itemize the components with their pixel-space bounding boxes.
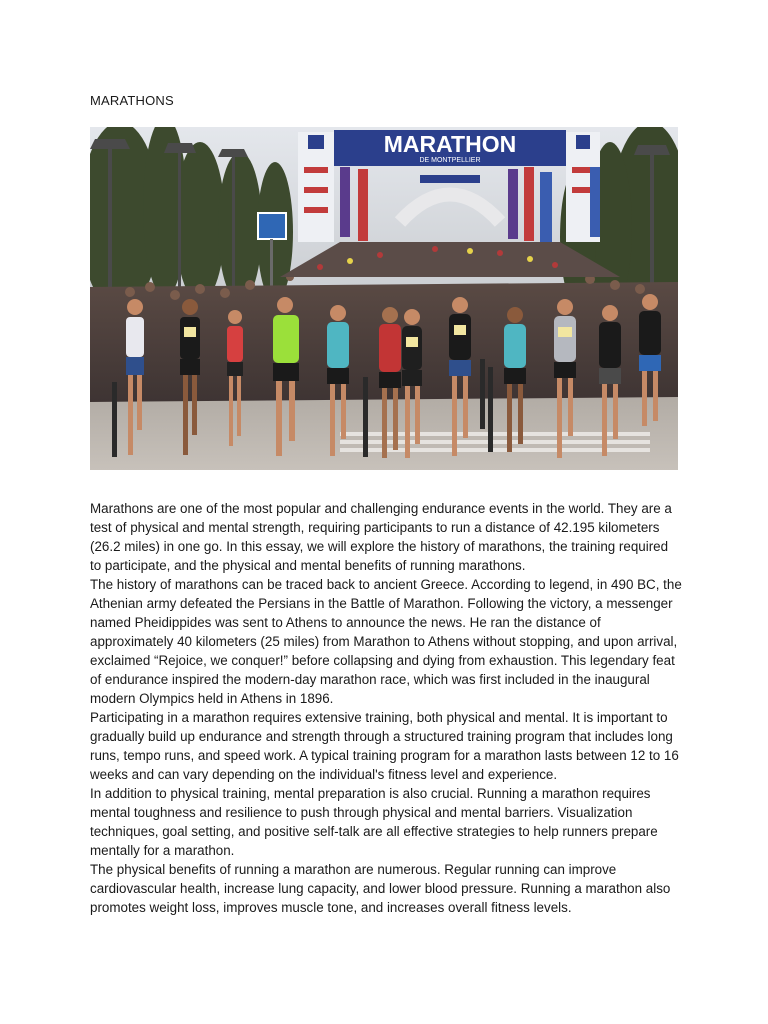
marathon-photo <box>90 127 678 470</box>
paragraph-intro: Marathons are one of the most popular and challenging endurance events in the world. They are a test of physical and mental strength, requiring participants to run a distance of 42.195 kilometers (26.2 miles) in one go. In this essay, we will explore the history of marathons, the training required to participate, and the physical and mental benefits of running marathons. <box>90 501 672 573</box>
marathon-photo-illustration <box>90 127 678 470</box>
essay-body <box>90 499 682 917</box>
paragraph-history: The history of marathons can be traced back to ancient Greece. According to legend, in 490 BC, the Athenian army defeated the Persians in the Battle of Marathon. Following the victory, a messenger named Pheidippides was sent to Athens to announce the news. He ran the distance of approximately 40 kilometers (25 miles) from Marathon to Athens without stopping, and upon arrival, exclaimed “Rejoice, we conquer!” before collapsing and dying from exhaustion. This legendary feat of endurance inspired the modern-day marathon race, which was first included in the inaugural modern Olympics held in Athens in 1896. <box>90 577 682 706</box>
banner-text: MARATHON <box>383 131 517 157</box>
banner-subtext: DE MONTPELLIER <box>419 157 481 164</box>
paragraph-physical-benefits: The physical benefits of running a marathon are numerous. Regular running can improve cardiovascular health, increase lung capacity, and lower blood pressure. Running a marathon also promotes weight loss, improves muscle tone, and increases overall fitness levels. <box>90 862 671 915</box>
paragraph-training: Participating in a marathon requires extensive training, both physical and mental. It is important to gradually build up endurance and strength through a structured training program that includes long runs, tempo runs, and speed work. A typical training program for a marathon lasts between 12 to 16 weeks and can vary depending on the individual's fitness level and experience. <box>90 710 679 782</box>
paragraph-mental-preparation: In addition to physical training, mental preparation is also crucial. Running a marathon requires mental toughness and resilience to push through physical and mental barriers. Visualization techniques, goal setting, and positive self-talk are all effective strategies to help runners prepare mentally for a marathon. <box>90 786 658 858</box>
document-title: MARATHONS <box>90 93 174 108</box>
